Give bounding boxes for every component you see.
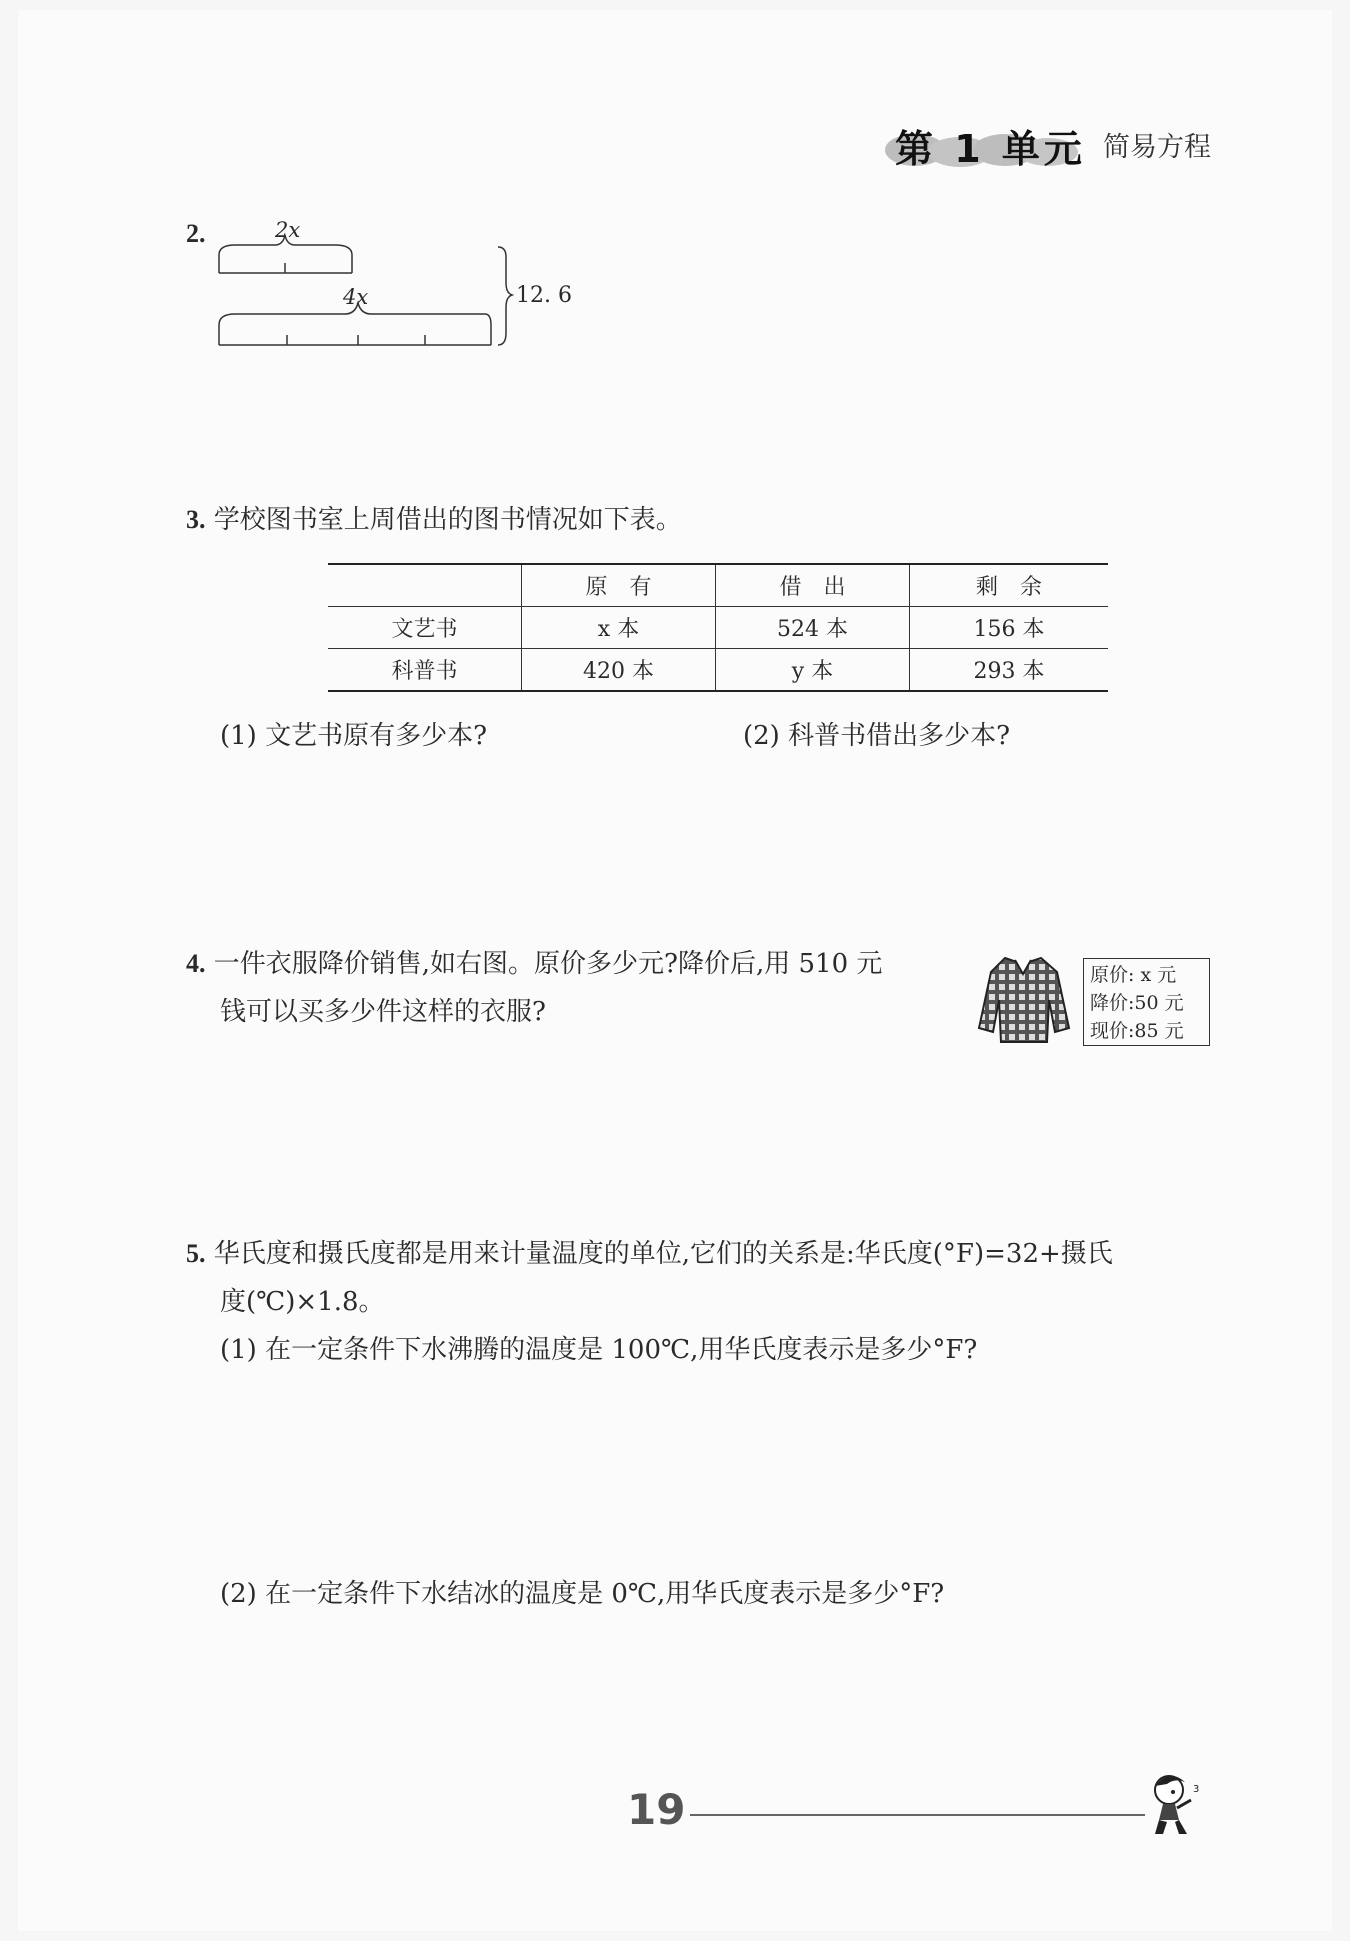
table-cell: 文艺书 [328, 607, 522, 649]
page-number: 19 [627, 1785, 686, 1834]
q5-number: 5. [186, 1239, 206, 1268]
q3-question [186, 496, 682, 544]
q3-number: 3. [186, 505, 206, 534]
price-original: 原价: x 元 [1090, 964, 1177, 986]
table-header-row [328, 564, 1108, 607]
table-row [328, 649, 1108, 692]
books-table [328, 563, 1108, 692]
q5-line2: 度(℃)×1.8。 [220, 1287, 385, 1317]
price-info-box [1083, 958, 1210, 1046]
table-header-cell: 借 出 [716, 564, 910, 607]
unit-title: 第 1 单元 [895, 127, 1086, 171]
q5-question [186, 1230, 1113, 1278]
table-header-cell [328, 564, 522, 607]
shirt-icon [975, 950, 1073, 1050]
q4-question [186, 940, 882, 988]
q4-line1: 一件衣服降价销售,如右图。原价多少元?降价后,用 510 元 [213, 949, 883, 979]
q4-line2: 钱可以买多少件这样的衣服? [220, 997, 546, 1027]
q2-total-label: 12. 6 [516, 283, 572, 308]
q4-number: 4. [186, 949, 206, 978]
table-header-cell: 原 有 [522, 564, 716, 607]
table-cell: 156 本 [910, 607, 1109, 649]
cartoon-mascot-icon [1145, 1770, 1205, 1840]
q2-number: 2. [186, 219, 206, 248]
table-cell: 524 本 [716, 607, 910, 649]
table-cell: 科普书 [328, 649, 522, 692]
q5-line1: 华氏度和摄氏度都是用来计量温度的单位,它们的关系是:华氏度(°F)=32+摄氏 [213, 1239, 1113, 1269]
unit-subtitle: 简易方程 [1103, 132, 1211, 163]
q3-sub1: (1) 文艺书原有多少本? [220, 721, 488, 751]
q3-sub2: (2) 科普书借出多少本? [743, 721, 1011, 751]
q5-sub2: (2) 在一定条件下水结冰的温度是 0℃,用华氏度表示是多少°F? [220, 1579, 945, 1609]
q3-text: 学校图书室上周借出的图书情况如下表。 [213, 505, 682, 535]
q5-sub1: (1) 在一定条件下水沸腾的温度是 100℃,用华氏度表示是多少°F? [220, 1335, 978, 1365]
table-row [328, 607, 1108, 649]
q2-bottom-label: 4x [343, 285, 369, 309]
table-header-cell: 剩 余 [910, 564, 1109, 607]
table-cell: y 本 [716, 649, 910, 692]
svg-text:3: 3 [1193, 1784, 1200, 1795]
footer-divider [690, 1814, 1145, 1816]
table-cell: 420 本 [522, 649, 716, 692]
price-discount: 降价:50 元 [1090, 992, 1184, 1014]
table-cell: x 本 [522, 607, 716, 649]
price-current: 现价:85 元 [1090, 1020, 1184, 1042]
table-cell: 293 本 [910, 649, 1109, 692]
q2-top-label: 2x [275, 218, 301, 242]
